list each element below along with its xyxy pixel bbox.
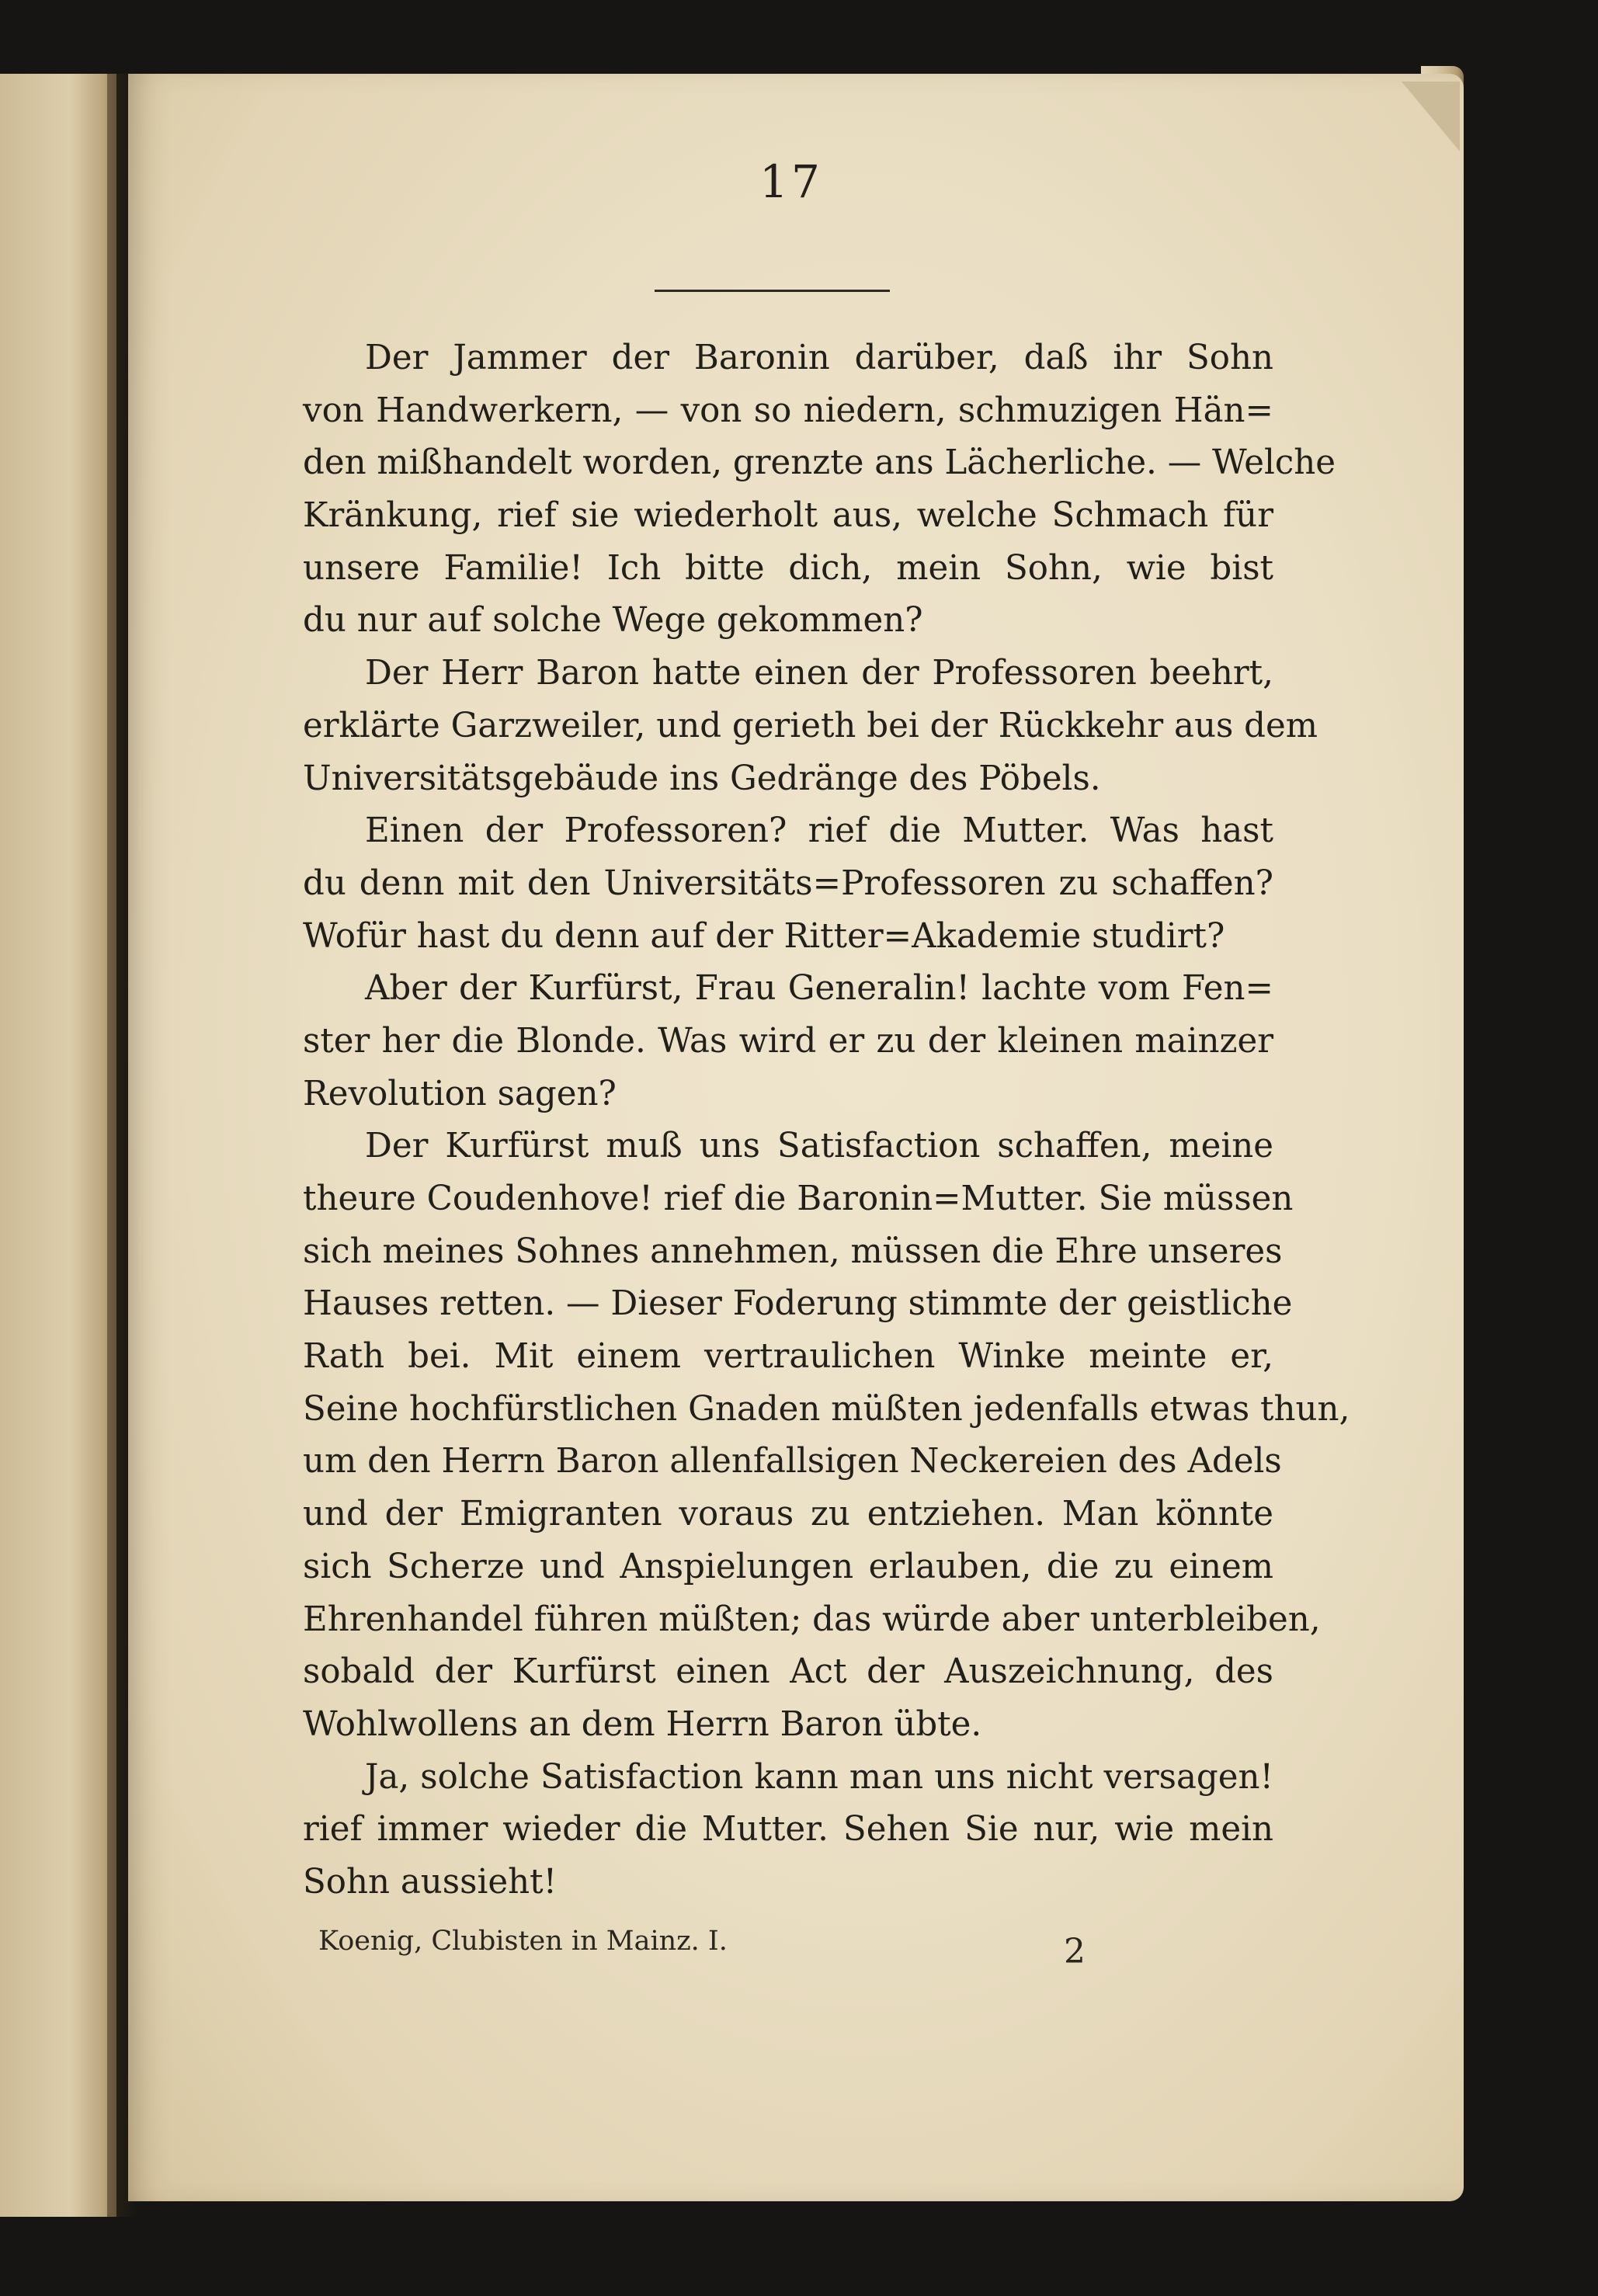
text-line: ster her die Blonde. Was wird er zu der kleinen mainzer [303,1021,1273,1061]
text-line: theure Coudenhove! rief die Baronin=Mutter. Sie müssen [303,1179,1294,1218]
text-line: den mißhandelt worden, grenzte ans Lächerliche. — Welche [303,443,1336,483]
text-line: Revolution sagen? [303,1074,617,1113]
text-line: sobald der Kurfürst einen Act der Auszeichnung, des [303,1652,1273,1692]
text-line: Ja, solche Satisfaction kann man uns nicht versagen! [365,1757,1273,1797]
footer-imprint: Koenig, Clubisten in Mainz. I. [318,1926,728,1957]
body-text [303,332,1350,1909]
signature-mark: 2 [1064,1932,1086,1971]
text-line: und der Emigranten voraus zu entziehen. Man könnte [303,1495,1273,1534]
text-line: Einen der Professoren? rief die Mutter. Was hast [365,811,1273,851]
corner-fold [1402,82,1460,151]
text-line: du nur auf solche Wege gekommen? [303,601,923,641]
text-line: Der Jammer der Baronin darüber, daß ihr Sohn [365,339,1273,377]
text-line: erklärte Garzweiler, und gerieth bei der Rückkehr aus dem [303,706,1318,745]
text-line: sich Scherze und Anspielungen erlauben, die zu einem [303,1547,1273,1586]
text-line: Wohlwollens an dem Herrn Baron übte. [303,1704,982,1744]
text-line: Universitätsgebäude ins Gedränge des Pöbels. [303,759,1101,798]
text-line: Aber der Kurfürst, Frau Generalin! lachte vom Fen= [365,969,1273,1009]
text-line: du denn mit den Universitäts=Professoren zu schaffen? [303,863,1273,903]
text-line: Der Herr Baron hatte einen der Professoren beehrt, [365,654,1273,693]
page-number: 17 [759,155,823,208]
text-line: Sohn aussieht! [303,1862,558,1902]
text-line: rief immer wieder die Mutter. Sehen Sie nur, wie mein [303,1810,1273,1850]
text-line: Kränkung, rief sie wiederholt aus, welche Schmach für [303,496,1273,536]
text-line: sich meines Sohnes annehmen, müssen die Ehre unseres [303,1231,1283,1271]
text-line: Der Kurfürst muß uns Satisfaction schaffen, meine [365,1127,1273,1166]
text-line: Hauses retten. — Dieser Foderung stimmte der geistliche [303,1284,1293,1324]
text-line: Wofür hast du denn auf der Ritter=Akademie studirt? [303,916,1225,956]
text-line: Rath bei. Mit einem vertraulichen Winke meinte er, [303,1337,1273,1377]
header-rule [655,290,890,292]
text-line: Seine hochfürstlichen Gnaden müßten jedenfalls etwas thun, [303,1389,1350,1429]
left-page-edge [0,74,116,2217]
text-line: unsere Familie! Ich bitte dich, mein Sohn, wie bist [303,548,1273,588]
text-line: Ehrenhandel führen müßten; das würde aber unterbleiben, [303,1600,1321,1639]
text-line: von Handwerkern, — von so niedern, schmuzigen Hän= [303,391,1273,430]
text-line: um den Herrn Baron allenfallsigen Neckereien des Adels [303,1442,1282,1481]
